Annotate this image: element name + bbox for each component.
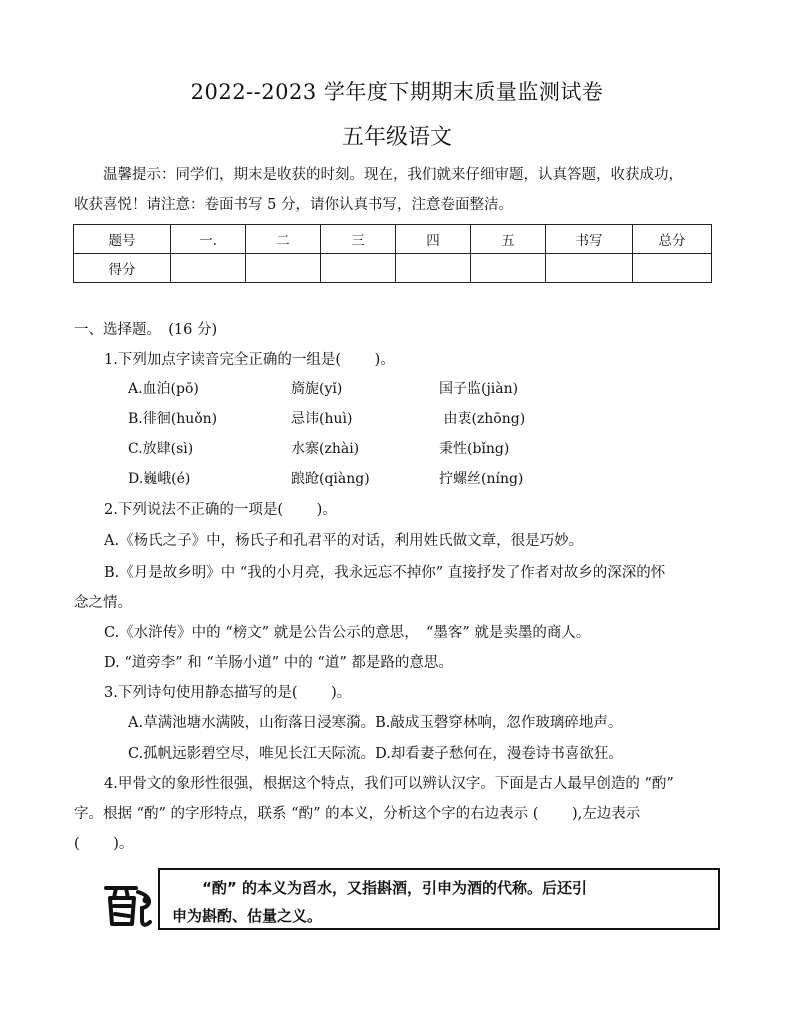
score-cell[interactable] [471,254,546,283]
intro-notice [74,160,724,220]
q1-stem: 1.下列加点字读音完全正确的一组是( )。 [104,352,395,368]
q1-option-d-1: D.巍峨(é) [128,471,191,487]
oracle-explanation-line-1: “酌” 的本义为舀水，又指斟酒，引申为酒的代称。后还引 [202,879,587,897]
q1-option-c-1: C.放肆(sì) [128,441,194,457]
q2-option-d: D. “道旁李” 和 “羊肠小道” 中的 “道” 都是路的意思。 [104,655,453,671]
q1-option-a-2: 旖旎(yǐ) [291,381,343,397]
q2-option-b-line-2: 念之情。 [74,595,132,611]
score-cell[interactable] [171,254,246,283]
score-header-cell: 二 [246,225,321,254]
score-header-cell: 一. [171,225,246,254]
q3-stem: 3.下列诗句使用静态描写的是( )。 [104,685,352,701]
section-1-heading: 一、选择题。 (16 分) [74,322,218,338]
q2-option-c: C.《水浒传》中的 “榜文” 就是公告公示的意思， “墨客” 就是卖墨的商人。 [104,625,591,641]
score-table-score-row [74,254,712,283]
q1-option-c-2: 水寨(zhài) [291,441,360,457]
oracle-explanation-line-2: 申为斟酌、估量之义。 [172,907,323,925]
q4-line-3: ( )。 [74,836,134,852]
score-cell[interactable] [546,254,633,283]
oracle-bone-jiu-glyph [102,878,156,934]
intro-line-1: 温馨提示：同学们，期末是收获的时刻。现在，我们就来仔细审题，认真答题，收获成功， [103,167,683,183]
q1-option-a-1: A.血泊(pō) [128,381,199,397]
q2-stem: 2.下列说法不正确的一项是( )。 [104,502,337,518]
q1-option-d-3: 拧螺丝(níng) [439,471,524,487]
score-table-header-row [74,225,712,254]
q3-options-ab: A.草满池塘水满陂，山衔落日浸寒漪。B.敲成玉磬穿林响，忽作玻璃碎地声。 [128,715,623,731]
score-table [73,224,712,283]
score-header-cell: 四 [396,225,471,254]
score-cell[interactable] [246,254,321,283]
score-cell[interactable] [396,254,471,283]
q1-option-a-3: 国子监(jiàn) [439,381,519,397]
q1-option-d-2: 踉跄(qiàng) [291,471,370,487]
intro-line-2: 收获喜悦！请注意：卷面书写 5 分，请你认真书写，注意卷面整洁。 [74,197,513,213]
exam-subtitle: 五年级语文 [341,125,452,150]
q1-option-b-2: 忌讳(huì) [291,411,353,427]
q1-option-b-3: 由衷(zhōng) [439,411,526,427]
q4-line-1: 4.甲骨文的象形性很强，根据这个特点，我们可以辨认汉字。下面是古人最早创造的 “酌” [104,776,674,792]
score-header-cell: 题号 [74,225,171,254]
q1-option-b-1: B.徘徊(huǒn) [128,411,218,427]
q1-option-c-3: 秉性(bǐng) [439,441,510,457]
oracle-explanation-box [158,868,720,930]
score-header-cell: 五 [471,225,546,254]
q2-option-a: A.《杨氏之子》中，杨氏子和孔君平的对话，利用姓氏做文章，很是巧妙。 [104,533,584,549]
score-header-cell: 总分 [633,225,712,254]
score-header-cell: 书写 [546,225,633,254]
score-cell[interactable] [321,254,396,283]
q2-option-b-line-1: B.《月是故乡明》中 “我的小月亮，我永远忘不掉你” 直接抒发了作者对故乡的深深的怀 [104,565,666,581]
q3-options-cd: C.孤帆远影碧空尽，唯见长江天际流。D.却看妻子愁何在，漫卷诗书喜欲狂。 [128,746,623,762]
exam-title: 2022--2023 学年度下期期末质量监测试卷 [190,80,604,104]
score-row-label: 得分 [74,254,171,283]
score-cell[interactable] [633,254,712,283]
q4-line-2: 字。根据 “酌” 的字形特点，联系 “酌” 的本义，分析这个字的右边表示 ( ),左边表示 [74,806,641,822]
score-header-cell: 三 [321,225,396,254]
